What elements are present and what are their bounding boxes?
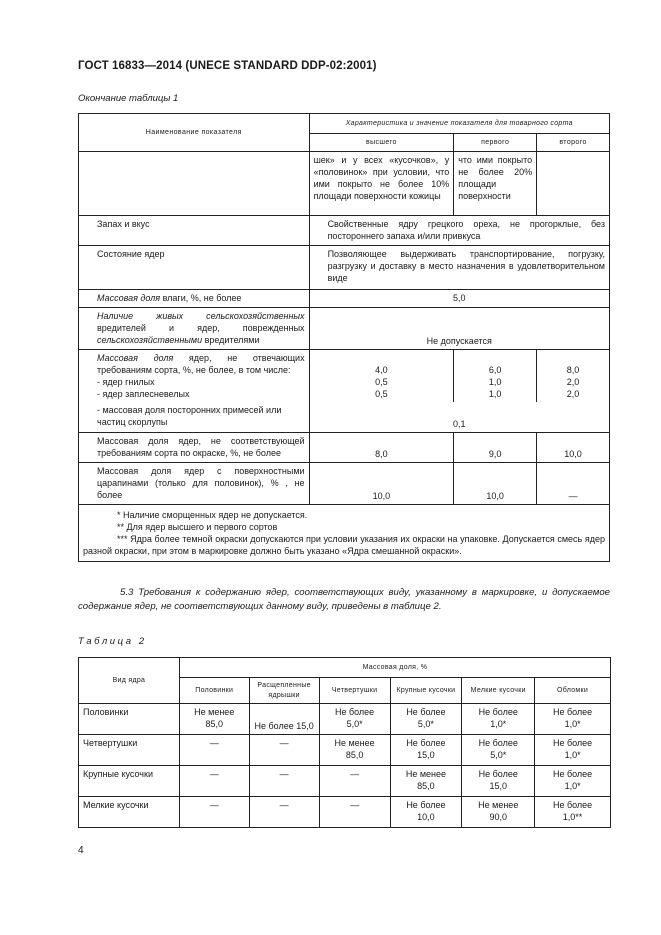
cell-line1: Не менее xyxy=(334,738,375,748)
cell-line1: Не более xyxy=(478,738,518,748)
cell-line1: Не более xyxy=(478,707,518,717)
table-cell xyxy=(319,735,390,766)
mass-highest-bot: 0,5 xyxy=(375,389,388,399)
row-mass-first xyxy=(454,350,537,403)
row-foreign-value: 0,1 xyxy=(309,402,609,432)
table-cell xyxy=(535,797,611,828)
row-scratch-name: Массовая доля ядер с поверхностными царапинами (только для половинок), % , не более xyxy=(79,462,310,504)
row-smell-name: Запах и вкус xyxy=(79,216,310,246)
table2-caption: Таблица 2 xyxy=(78,636,147,647)
cont-row-second xyxy=(537,152,610,216)
cont-row-first: что ими покрыто не более 20% площади поверхности xyxy=(454,152,537,216)
cell-line2: 90,0 xyxy=(489,812,507,822)
cell-line2: 1,0** xyxy=(562,812,583,822)
cell-line1: — xyxy=(350,800,360,810)
row-moist-name-rest: влаги, %, не более xyxy=(160,293,242,303)
cell-line2: 85,0 xyxy=(345,750,364,760)
cont-row-name xyxy=(79,152,310,216)
cell-line1: Не более xyxy=(552,769,593,779)
note-2: ** Для ядер высшего и первого сортов xyxy=(117,521,278,532)
table-cell xyxy=(319,704,390,735)
t2-col-quarters: Четвертушки xyxy=(319,678,390,704)
row-pests-p4: сельскохозяйственными xyxy=(97,335,203,345)
cell-line2: 85,0 xyxy=(205,719,223,729)
table1-caption: Окончание таблицы 1 xyxy=(78,93,179,104)
mass-first-bot: 1,0 xyxy=(488,389,502,399)
note-1: * Наличие сморщенных ядер не допускается. xyxy=(117,509,308,520)
t2-col-fragments: Обломки xyxy=(535,678,611,704)
row-pests-p5: вредителями xyxy=(202,335,260,345)
cell-line2: 10,0 xyxy=(417,812,435,822)
row-scratch-first: 10,0 xyxy=(454,462,537,504)
cell-line2: Не более 15,0 xyxy=(254,721,314,731)
cell-line1: Не более xyxy=(478,769,518,779)
table-cell xyxy=(179,735,249,766)
table-cell xyxy=(535,704,611,735)
table1-col-name-header: Наименование показателя xyxy=(79,114,310,152)
table-cell xyxy=(319,766,390,797)
cell-line1: Не менее xyxy=(194,707,235,717)
t2-row-name: Мелкие кусочки xyxy=(79,797,180,828)
cell-line2: 1,0* xyxy=(564,750,581,760)
cell-line1: — xyxy=(279,800,289,810)
cell-line1: Не более xyxy=(552,738,593,748)
cell-line2: 15,0 xyxy=(489,781,507,791)
mass-first-mid: 1,0 xyxy=(488,377,502,387)
cell-line2: 5,0* xyxy=(490,750,507,760)
table-cell xyxy=(390,704,462,735)
row-mass-second xyxy=(537,350,610,403)
table-cell xyxy=(249,735,319,766)
cell-line1: Не более xyxy=(406,707,446,717)
t2-row-name: Половинки xyxy=(79,704,180,735)
table-cell xyxy=(390,766,462,797)
cell-line2: 1,0* xyxy=(490,719,507,729)
row-smell-value: Свойственные ядру грецкого ореха, не прогорклые, без постороннего запаха и/или привкуса xyxy=(309,216,609,246)
cell-line2: 1,0* xyxy=(564,781,581,791)
row-scratch-second: — xyxy=(537,462,610,504)
row-color-name: Массовая доля ядер, не соответствующей требованиям сорта по окраске, %, не более xyxy=(79,432,310,462)
mass-second-mid: 2,0 xyxy=(566,377,580,387)
cell-line1: — xyxy=(209,738,219,748)
table-row xyxy=(79,735,611,766)
table2-group-header: Массовая доля, % xyxy=(179,658,610,678)
cell-line1: Не более xyxy=(334,707,375,717)
table-cell xyxy=(535,766,611,797)
row-moist-value: 5,0 xyxy=(309,290,609,308)
cell-line1: — xyxy=(209,800,219,810)
row-scratch-highest: 10,0 xyxy=(309,462,454,504)
table-cell xyxy=(390,735,462,766)
row-color-first: 9,0 xyxy=(454,432,537,462)
table-cell xyxy=(462,797,535,828)
grade-header-highest: высшего xyxy=(309,134,454,152)
row-pests-p3: вредителей и ядер, поврежденных xyxy=(97,323,305,333)
cell-line1: Не более xyxy=(406,800,446,810)
table-cell xyxy=(249,797,319,828)
table-cell xyxy=(462,704,535,735)
table-cell xyxy=(179,766,249,797)
row-pests-p1: Наличие живых xyxy=(97,311,207,321)
table-cell xyxy=(319,797,390,828)
page-number: 4 xyxy=(78,845,84,856)
table-cell xyxy=(390,797,462,828)
cell-line1: — xyxy=(350,769,360,779)
cell-line1: — xyxy=(279,769,289,779)
row-mass-sub1: - ядер гнилых xyxy=(97,377,155,387)
note-3: *** Ядра более темной окраски допускаются при условии указания их окраски на упаковке. Допускается смесь ядер разной окраски, при этом в маркировке должно быть указано «Ядра смешанной окраски». xyxy=(83,533,605,556)
t2-col-halves: Половинки xyxy=(179,678,249,704)
table2-col-kind: Вид ядра xyxy=(79,658,180,704)
cell-line2: 5,0* xyxy=(346,719,363,729)
row-mass-name-rest: ядер, не отвечающих требованиям сорта, %, не более, в том числе: xyxy=(97,353,305,375)
cell-line2: 1,0* xyxy=(564,719,581,729)
table-row xyxy=(79,766,611,797)
t2-row-name: Крупные кусочки xyxy=(79,766,180,797)
table-cell xyxy=(179,704,249,735)
table-cell xyxy=(462,735,535,766)
table-cell xyxy=(249,704,319,735)
row-state-name: Состояние ядер xyxy=(79,246,310,290)
table-row xyxy=(79,704,611,735)
cell-line2: 5,0* xyxy=(417,719,434,729)
grade-header-first: первого xyxy=(454,134,537,152)
cell-line2: 85,0 xyxy=(417,781,435,791)
row-color-highest: 8,0 xyxy=(309,432,454,462)
cell-line1: — xyxy=(209,769,219,779)
table1-group-header: Характеристика и значение показателя для товарного сорта xyxy=(309,114,609,134)
row-pests-p2: сельскохозяйственных xyxy=(206,311,305,321)
row-mass-sub2: - ядер заплесневелых xyxy=(97,389,190,399)
cell-line1: Не менее xyxy=(478,800,519,810)
row-pests-value: Не допускается xyxy=(309,308,609,350)
row-color-second: 10,0 xyxy=(537,432,610,462)
table-cell xyxy=(179,797,249,828)
cell-line1: Не более xyxy=(552,707,593,717)
document-header: ГОСТ 16833—2014 (UNECE STANDARD DDP-02:2001) xyxy=(78,60,377,72)
table2 xyxy=(78,657,611,828)
table1-notes xyxy=(79,504,610,561)
mass-first-top: 6,0 xyxy=(488,365,502,375)
t2-col-small: Мелкие кусочки xyxy=(462,678,535,704)
table1 xyxy=(78,113,610,562)
mass-highest-mid: 0,5 xyxy=(375,377,388,387)
mass-second-bot: 2,0 xyxy=(566,389,580,399)
t2-col-split: Расщепленные ядрышки xyxy=(249,678,319,704)
table-cell xyxy=(462,766,535,797)
table-cell xyxy=(249,766,319,797)
cell-line1: — xyxy=(279,738,289,748)
table-cell xyxy=(535,735,611,766)
cell-line1: Не более xyxy=(552,800,593,810)
cont-row-highest: шек» и у всех «кусочков», у «половинок» при условии, что ими покрыто не более 10% площади поверхности кожицы xyxy=(309,152,454,216)
t2-col-large: Крупные кусочки xyxy=(390,678,462,704)
row-mass-name xyxy=(79,350,310,403)
mass-highest-top: 4,0 xyxy=(375,365,388,375)
t2-row-name: Четвертушки xyxy=(79,735,180,766)
row-foreign-name: - массовая доля посторонних примесей или частиц скорлупы xyxy=(79,402,310,432)
mass-second-top: 8,0 xyxy=(566,365,580,375)
grade-header-second: второго xyxy=(537,134,610,152)
row-pests-name xyxy=(79,308,310,350)
row-mass-name-it: Массовая доля xyxy=(97,353,174,363)
row-state-value: Позволяющее выдерживать транспортирование, погрузку, разгрузку и доставку в место назначения в удовлетворительном виде xyxy=(309,246,609,290)
row-moist-name xyxy=(79,290,310,308)
section-5-3-paragraph: 5.3 Требования к содержанию ядер, соответствующих виду, указанному в маркировке, и допускаемое содержание ядер, не соответствующих данному виду, приведены в таблице 2. xyxy=(78,587,610,612)
row-moist-name-it: Массовая доля xyxy=(97,293,161,303)
cell-line2: 15,0 xyxy=(417,750,435,760)
row-mass-highest xyxy=(309,350,454,403)
cell-line1: Не более xyxy=(406,738,446,748)
table-row xyxy=(79,797,611,828)
cell-line1: Не менее xyxy=(405,769,447,779)
